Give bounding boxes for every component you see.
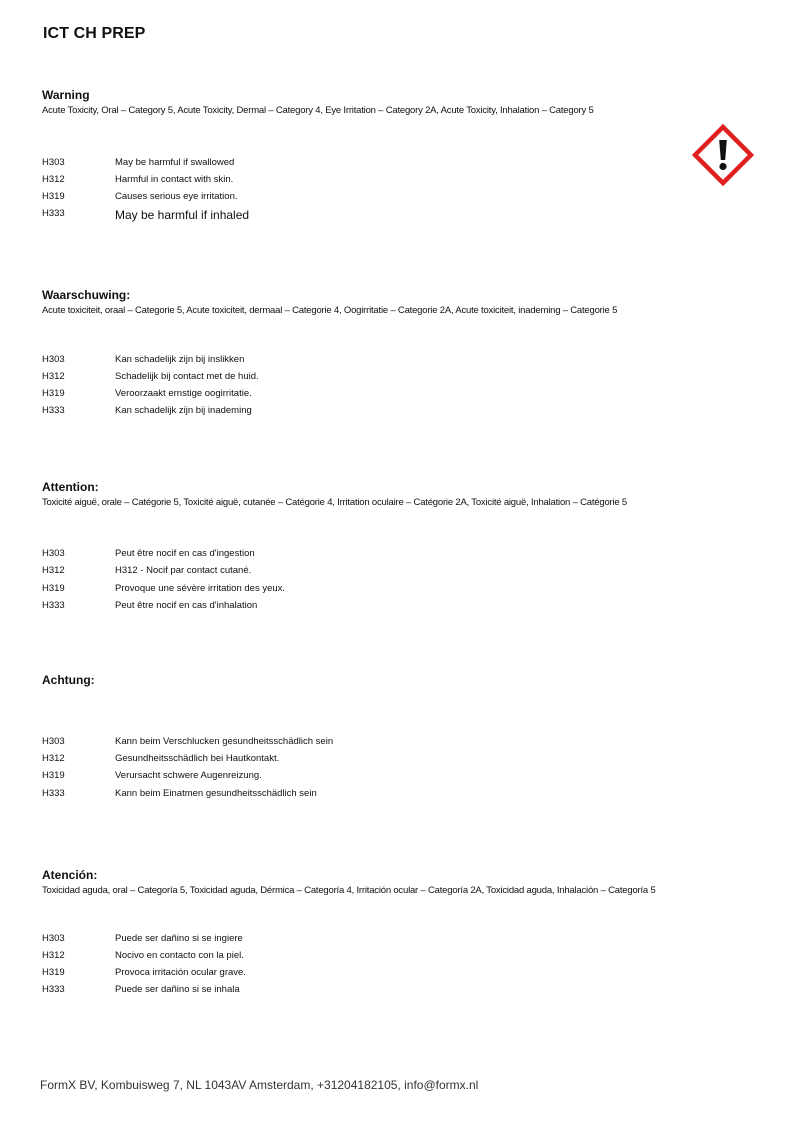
- hazard-text: Provoca irritación ocular grave.: [115, 967, 246, 978]
- hazard-code: H319: [42, 967, 65, 978]
- hazard-section-english: [42, 88, 672, 222]
- hazard-text: Puede ser dañino si se inhala: [115, 984, 240, 995]
- hazard-section-dutch: [42, 288, 672, 416]
- hazard-text: Kan schadelijk zijn bij inademing: [115, 405, 252, 416]
- hazard-code: H303: [42, 736, 65, 747]
- hazard-text: Puede ser dañino si se ingiere: [115, 933, 243, 944]
- signal-word: Warning: [42, 88, 90, 102]
- hazard-classification: Toxicidad aguda, oral – Categoría 5, Toxicidad aguda, Dérmica – Categoría 4, Irritación ocular – Categoría 2A, Toxicidad aguda, Inhalación – Categoría 5: [42, 885, 656, 896]
- hazard-text: Kan schadelijk zijn bij inslikken: [115, 354, 245, 365]
- hazard-section-spanish: [42, 868, 672, 995]
- hazard-code: H303: [42, 354, 65, 365]
- hazard-text: Causes serious eye irritation.: [115, 191, 238, 202]
- hazard-text: Veroorzaakt ernstige oogirritatie.: [115, 388, 252, 399]
- signal-word: Atención:: [42, 868, 98, 882]
- hazard-section-french: [42, 480, 672, 611]
- ghs-exclamation-mark-icon: [692, 124, 754, 186]
- hazard-code: H319: [42, 583, 65, 594]
- hazard-text: May be harmful if inhaled: [115, 208, 250, 222]
- hazard-code: H333: [42, 208, 65, 219]
- hazard-code: H319: [42, 770, 65, 781]
- hazard-code: H333: [42, 600, 65, 611]
- hazard-code: H319: [42, 191, 65, 202]
- hazard-text: Verursacht schwere Augenreizung.: [115, 770, 262, 781]
- hazard-code: H303: [42, 548, 65, 559]
- hazard-classification: Acute Toxicity, Oral – Category 5, Acute Toxicity, Dermal – Category 4, Eye Irritation – Category 2A, Acute Toxicity, Inhalation – Category 5: [42, 105, 594, 116]
- hazard-code: H312: [42, 174, 65, 185]
- hazard-code: H312: [42, 565, 65, 576]
- hazard-code: H333: [42, 405, 65, 416]
- document-title: ICT CH PREP: [43, 25, 146, 42]
- hazard-code: H312: [42, 753, 65, 764]
- company-footer: FormX BV, Kombuisweg 7, NL 1043AV Amsterdam, +31204182105, info@formx.nl: [40, 1078, 479, 1092]
- hazard-classification: Acute toxiciteit, oraal – Categorie 5, Acute toxiciteit, dermaal – Categorie 4, Oogirritatie – Categorie 2A, Acute toxiciteit, inademing – Categorie 5: [42, 305, 618, 316]
- signal-word: Achtung:: [42, 673, 95, 687]
- hazard-text: Peut être nocif en cas d'inhalation: [115, 600, 258, 611]
- signal-word: Attention:: [42, 480, 99, 494]
- hazard-text: Harmful in contact with skin.: [115, 174, 234, 185]
- hazard-text: Provoque une sévère irritation des yeux.: [115, 583, 286, 594]
- hazard-section-german: [42, 673, 672, 799]
- signal-word: Waarschuwing:: [42, 288, 131, 302]
- hazard-text: Kann beim Einatmen gesundheitsschädlich sein: [115, 788, 317, 799]
- hazard-code: H319: [42, 388, 65, 399]
- hazard-code: H312: [42, 950, 65, 961]
- hazard-text: Nocivo en contacto con la piel.: [115, 950, 244, 961]
- hazard-text: Gesundheitsschädlich bei Hautkontakt.: [115, 753, 280, 764]
- hazard-classification: Toxicité aiguë, orale – Catégorie 5, Toxicité aiguë, cutanée – Catégorie 4, Irritation oculaire – Catégorie 2A, Toxicité aiguë, Inhalation – Catégorie 5: [42, 497, 628, 508]
- hazard-text: May be harmful if swallowed: [115, 157, 235, 168]
- hazard-code: H312: [42, 371, 65, 382]
- hazard-code: H303: [42, 157, 65, 168]
- hazard-code: H333: [42, 788, 65, 799]
- hazard-code: H303: [42, 933, 65, 944]
- hazard-text: Schadelijk bij contact met de huid.: [115, 371, 259, 382]
- hazard-code: H333: [42, 984, 65, 995]
- hazard-text: Peut être nocif en cas d'ingestion: [115, 548, 255, 559]
- hazard-text: H312 - Nocif par contact cutané.: [115, 565, 252, 576]
- hazard-text: Kann beim Verschlucken gesundheitsschädlich sein: [115, 736, 334, 747]
